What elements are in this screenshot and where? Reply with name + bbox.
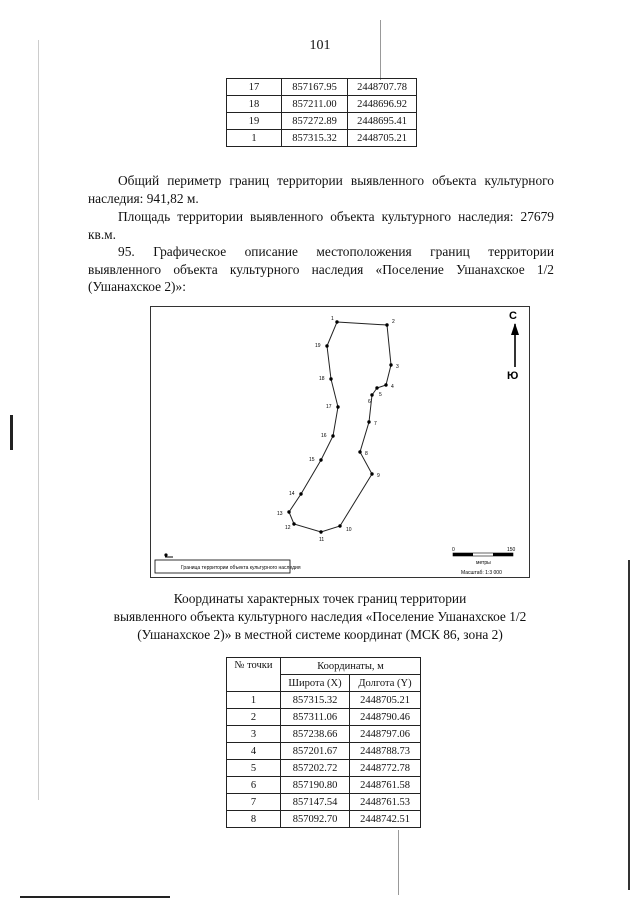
scan-line xyxy=(20,896,170,898)
table-cell: 857311.06 xyxy=(281,709,350,726)
point-label: 2 xyxy=(392,319,395,325)
table-row xyxy=(227,777,421,794)
table-cell: 857315.32 xyxy=(281,692,350,709)
boundary-point xyxy=(384,383,387,386)
boundary-point xyxy=(375,386,378,389)
table-cell: 857272.89 xyxy=(282,113,348,130)
boundary-point xyxy=(389,363,392,366)
boundary-point xyxy=(370,472,373,475)
table-cell: 8 xyxy=(227,811,281,828)
table-cell: 19 xyxy=(227,113,282,130)
caption-line-2: выявленного объекта культурного наследия «Поселение Ушанахское 1/2 xyxy=(113,609,527,624)
section-paragraph: 95. Графическое описание местоположения границ территории выявленного объекта культурного наследия «Поселение Ушанахское 1/2 (Ушанахское 2)»: xyxy=(88,244,554,294)
legend-text: Граница территории объекта культурного наследия xyxy=(181,565,301,571)
table-cell: 3 xyxy=(227,726,281,743)
table-cell: 5 xyxy=(227,760,281,777)
area-paragraph: Площадь территории выявленного объекта культурного наследия: 27679 кв.м. xyxy=(88,209,554,242)
table-cell: 1 xyxy=(227,130,282,147)
boundary-point xyxy=(336,405,339,408)
table-row xyxy=(227,130,417,147)
table-cell: 7 xyxy=(227,794,281,811)
point-label: 17 xyxy=(326,404,332,410)
boundary-point xyxy=(287,510,290,513)
table-cell: 2448788.73 xyxy=(350,743,421,760)
table-cell: 1 xyxy=(227,692,281,709)
table-row xyxy=(227,113,417,130)
boundary-point xyxy=(367,420,370,423)
table-cell: 2448761.53 xyxy=(350,794,421,811)
bottom-coordinates-table xyxy=(226,657,421,828)
table-row xyxy=(227,96,417,113)
perimeter-paragraph: Общий периметр границ территории выявленного объекта культурного наследия: 941,82 м. xyxy=(88,173,554,206)
table-cell: 857167.95 xyxy=(282,79,348,96)
table-cell: 2448695.41 xyxy=(348,113,417,130)
point-label: 16 xyxy=(321,433,327,439)
boundary-map xyxy=(150,306,530,578)
table-row xyxy=(227,726,421,743)
table-cell: 857190.80 xyxy=(281,777,350,794)
table-cell: 2448742.51 xyxy=(350,811,421,828)
point-label: 8 xyxy=(365,451,368,457)
table-row xyxy=(227,743,421,760)
scale-end: 150 xyxy=(507,547,516,553)
top-coordinates-table xyxy=(226,78,417,147)
page-number: 101 xyxy=(309,38,331,53)
point-label: 10 xyxy=(346,527,352,533)
table-cell: 2448761.58 xyxy=(350,777,421,794)
boundary-point xyxy=(335,320,338,323)
table-cell: 6 xyxy=(227,777,281,794)
table-cell: 2448790.46 xyxy=(350,709,421,726)
point-label: 18 xyxy=(319,376,325,382)
table-cell: 857238.66 xyxy=(281,726,350,743)
point-label: 11 xyxy=(319,537,325,543)
header-point: № точки xyxy=(227,658,281,692)
point-label: 7 xyxy=(374,421,377,427)
table-cell: 18 xyxy=(227,96,282,113)
boundary-point xyxy=(370,393,373,396)
caption-line-1: Координаты характерных точек границ территории xyxy=(173,591,467,606)
boundary-point xyxy=(299,492,302,495)
boundary-polygon xyxy=(289,322,391,532)
boundary-point xyxy=(358,450,361,453)
south-label: Ю xyxy=(507,370,519,382)
table-cell: 857201.67 xyxy=(281,743,350,760)
point-label: 14 xyxy=(289,491,295,497)
table-cell: 2 xyxy=(227,709,281,726)
table-cell: 857202.72 xyxy=(281,760,350,777)
table-cell: 2448705.21 xyxy=(350,692,421,709)
table-cell: 2448772.78 xyxy=(350,760,421,777)
scale-bar xyxy=(453,553,513,556)
point-label: 4 xyxy=(391,384,394,390)
scan-line xyxy=(10,415,13,450)
table-row xyxy=(227,811,421,828)
header-lat: Широта (X) xyxy=(281,675,350,692)
boundary-point xyxy=(338,524,341,527)
point-label: 15 xyxy=(309,457,315,463)
scale-unit: метры xyxy=(476,560,491,566)
point-label: 13 xyxy=(277,511,283,517)
table-cell: 2448797.06 xyxy=(350,726,421,743)
scan-line xyxy=(398,830,399,895)
boundary-point xyxy=(329,377,332,380)
boundary-point xyxy=(331,434,334,437)
table-row xyxy=(227,692,421,709)
table-cell: 4 xyxy=(227,743,281,760)
point-label: 5 xyxy=(379,392,382,398)
north-arrow-icon xyxy=(511,323,519,367)
boundary-point xyxy=(292,522,295,525)
point-label: 9 xyxy=(377,473,380,479)
north-label: С xyxy=(509,310,517,322)
header-coords: Координаты, м xyxy=(281,658,421,675)
table-cell: 17 xyxy=(227,79,282,96)
table-cell: 2448696.92 xyxy=(348,96,417,113)
scan-line xyxy=(38,40,39,800)
table-cell: 857092.70 xyxy=(281,811,350,828)
table-row xyxy=(227,709,421,726)
table-cell: 857211.00 xyxy=(282,96,348,113)
header-lon: Долгота (Y) xyxy=(350,675,421,692)
point-label: 1 xyxy=(331,316,334,322)
scale-ratio: Масштаб: 1:3 000 xyxy=(461,570,502,576)
table-row xyxy=(227,794,421,811)
scan-line xyxy=(628,560,630,890)
legend xyxy=(155,553,301,573)
boundary-point xyxy=(385,323,388,326)
table-row xyxy=(227,79,417,96)
table-cell: 857147.54 xyxy=(281,794,350,811)
scale-start: 0 xyxy=(452,547,455,553)
table-cell: 857315.32 xyxy=(282,130,348,147)
table-cell: 2448705.21 xyxy=(348,130,417,147)
table-row xyxy=(227,760,421,777)
caption-line-3: (Ушанахское 2)» в местной системе координат (МСК 86, зона 2) xyxy=(137,627,503,642)
boundary-point xyxy=(319,530,322,533)
table-cell: 2448707.78 xyxy=(348,79,417,96)
boundary-point xyxy=(319,458,322,461)
point-label: 3 xyxy=(396,364,399,370)
point-label: 6 xyxy=(368,399,371,405)
point-label: 19 xyxy=(315,343,321,349)
boundary-point xyxy=(325,344,328,347)
point-label: 12 xyxy=(285,525,291,531)
